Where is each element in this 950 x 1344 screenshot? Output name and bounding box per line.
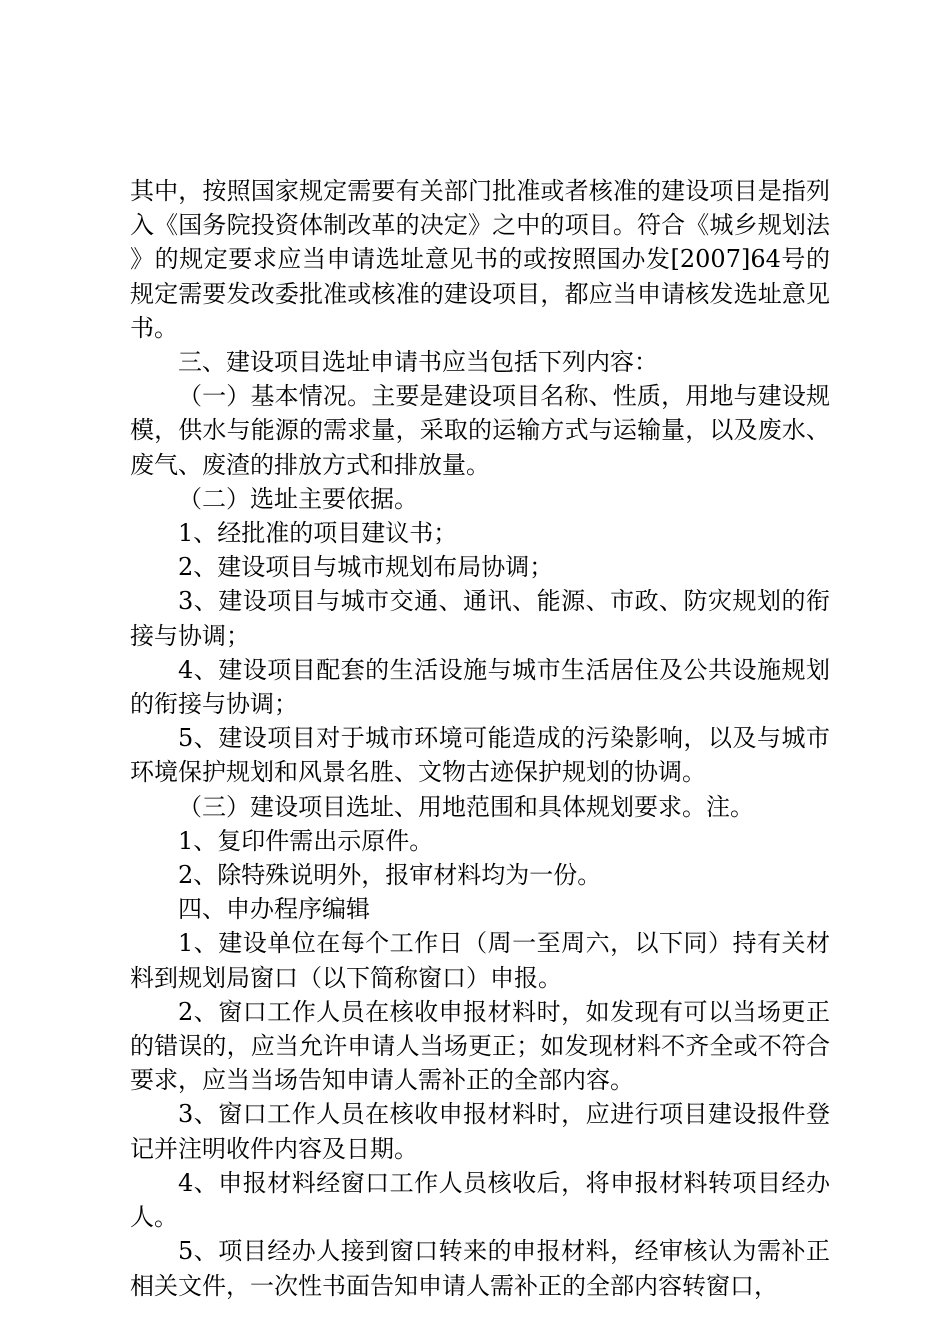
document-body [130,174,830,1303]
list-item: 5、项目经办人接到窗口转来的申报材料，经审核认为需补正相关文件，一次性书面告知申请人需补正的全部内容转窗口， [130,1237,830,1300]
list-item: 3、窗口工作人员在核收申报材料时，应进行项目建设报件登记并注明收件内容及日期。 [130,1100,830,1163]
list-item: 4、申报材料经窗口工作人员核收后，将申报材料转项目经办人。 [130,1168,830,1232]
subsection-heading: （三）建设项目选址、用地范围和具体规划要求。注。 [178,792,754,821]
list-item: 1、建设单位在每个工作日（周一至周六，以下同）持有关材料到规划局窗口（以下简称窗口）申报。 [130,929,830,992]
list-item: 5、建设项目对于城市环境可能造成的污染影响，以及与城市环境保护规划和风景名胜、文物古迹保护规划的协调。 [130,724,830,787]
list-item: 1、复印件需出示原件。 [178,826,434,855]
paragraph: 其中，按照国家规定需要有关部门批准或者核准的建设项目是指列入《国务院投资体制改革的决定》之中的项目。符合《城乡规划法》的规定要求应当申请选址意见书的或按照国办发[2007]64号的规定需要发改委批准或核准的建设项目，都应当申请核发选址意见书。 [130,177,830,342]
subsection-heading: （二）选址主要依据。 [178,484,418,513]
list-item: 1、经批准的项目建议书； [178,519,458,548]
list-item: 2、除特殊说明外，报审材料均为一份。 [178,861,602,890]
list-item: 4、建设项目配套的生活设施与城市生活居住及公共设施规划的衔接与协调； [130,655,830,719]
list-item: 3、建设项目与城市交通、通讯、能源、市政、防灾规划的衔接与协调； [130,587,830,650]
section-heading: 四、申办程序编辑 [178,895,370,924]
paragraph: （一）基本情况。主要是建设项目名称、性质，用地与建设规模，供水与能源的需求量，采取的运输方式与运输量，以及废水、废气、废渣的排放方式和排放量。 [130,382,830,479]
list-item: 2、建设项目与城市规划布局协调； [178,553,554,582]
list-item: 2、窗口工作人员在核收申报材料时，如发现有可以当场更正的错误的，应当允许申请人当场更正；如发现材料不齐全或不符合要求，应当当场告知申请人需补正的全部内容。 [130,997,830,1095]
section-heading: 三、建设项目选址申请书应当包括下列内容： [178,348,658,377]
